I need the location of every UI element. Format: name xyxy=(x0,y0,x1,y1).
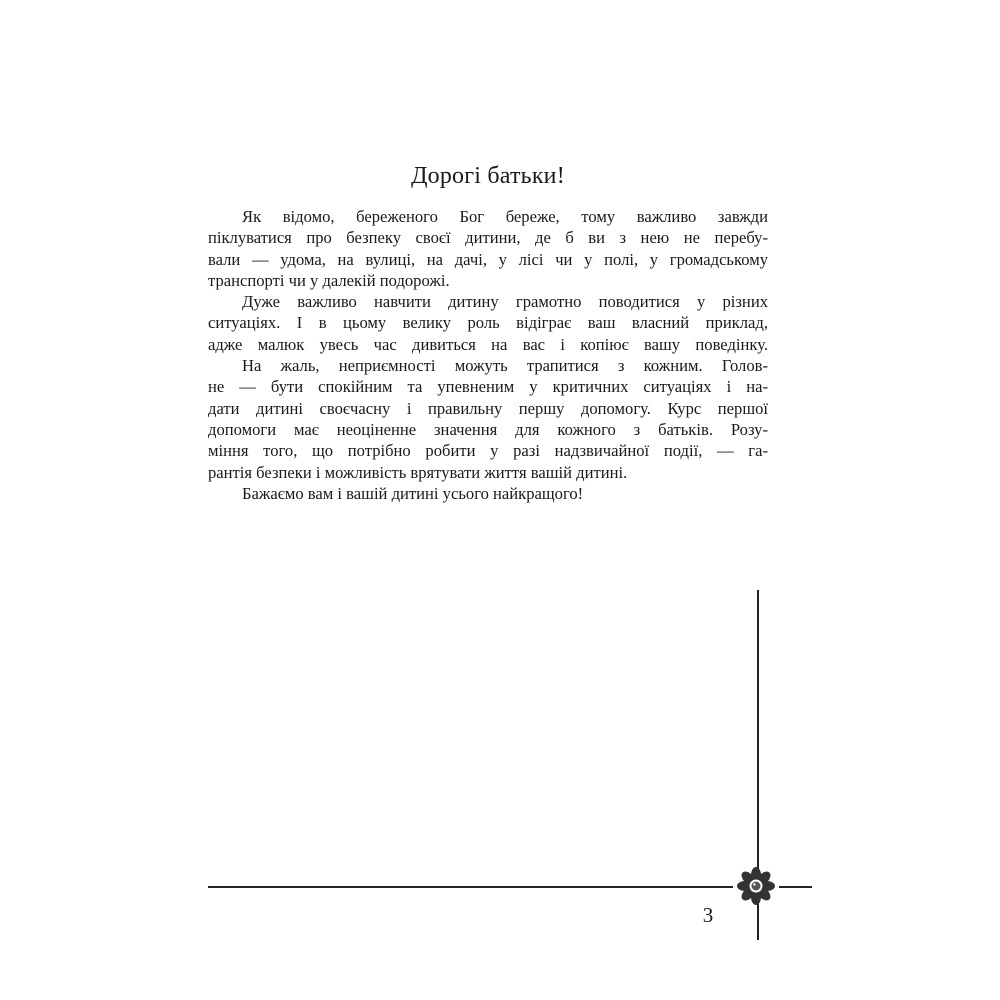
horizontal-rule xyxy=(208,886,812,888)
text-line: ситуаціях. І в цьому велику роль відіграє ваш власний приклад, xyxy=(208,313,768,333)
page-title: Дорогі батьки! xyxy=(411,163,565,189)
flower-icon xyxy=(733,866,779,906)
text-line: На жаль, неприємності можуть трапитися з кожним. Голов- xyxy=(242,356,768,376)
text-line: вали — удома, на вулиці, на дачі, у лісі чи у полі, у громадському xyxy=(208,249,768,269)
text-line: транспорті чи у далекій подорожі. xyxy=(208,270,450,290)
text-line: Бажаємо вам і вашій дитині усього найкращого! xyxy=(242,483,584,503)
text-line: піклуватися про безпеку своєї дитини, де б ви з нею не перебу- xyxy=(208,228,768,248)
text-line: адже малюк увесь час дивиться на вас і копіює вашу поведінку. xyxy=(208,334,768,354)
page-number: 3 xyxy=(702,903,714,927)
text-line: Як відомо, береженого Бог береже, тому важливо завжди xyxy=(242,207,768,226)
body-text xyxy=(208,206,768,504)
text-line: рантія безпеки і можливість врятувати життя вашій дитині. xyxy=(208,462,628,482)
text-line: не — бути спокійним та упевненим у критичних ситуаціях і на- xyxy=(208,377,768,397)
text-line: допомоги має неоціненне значення для кожного з батьків. Розу- xyxy=(208,419,768,439)
text-line: міння того, що потрібно робити у разі надзвичайної події, — га- xyxy=(208,441,768,461)
text-line: Дуже важливо навчити дитину грамотно поводитися у різних xyxy=(242,292,768,312)
text-line: дати дитині своєчасну і правильну першу допомогу. Курс першої xyxy=(208,398,768,418)
